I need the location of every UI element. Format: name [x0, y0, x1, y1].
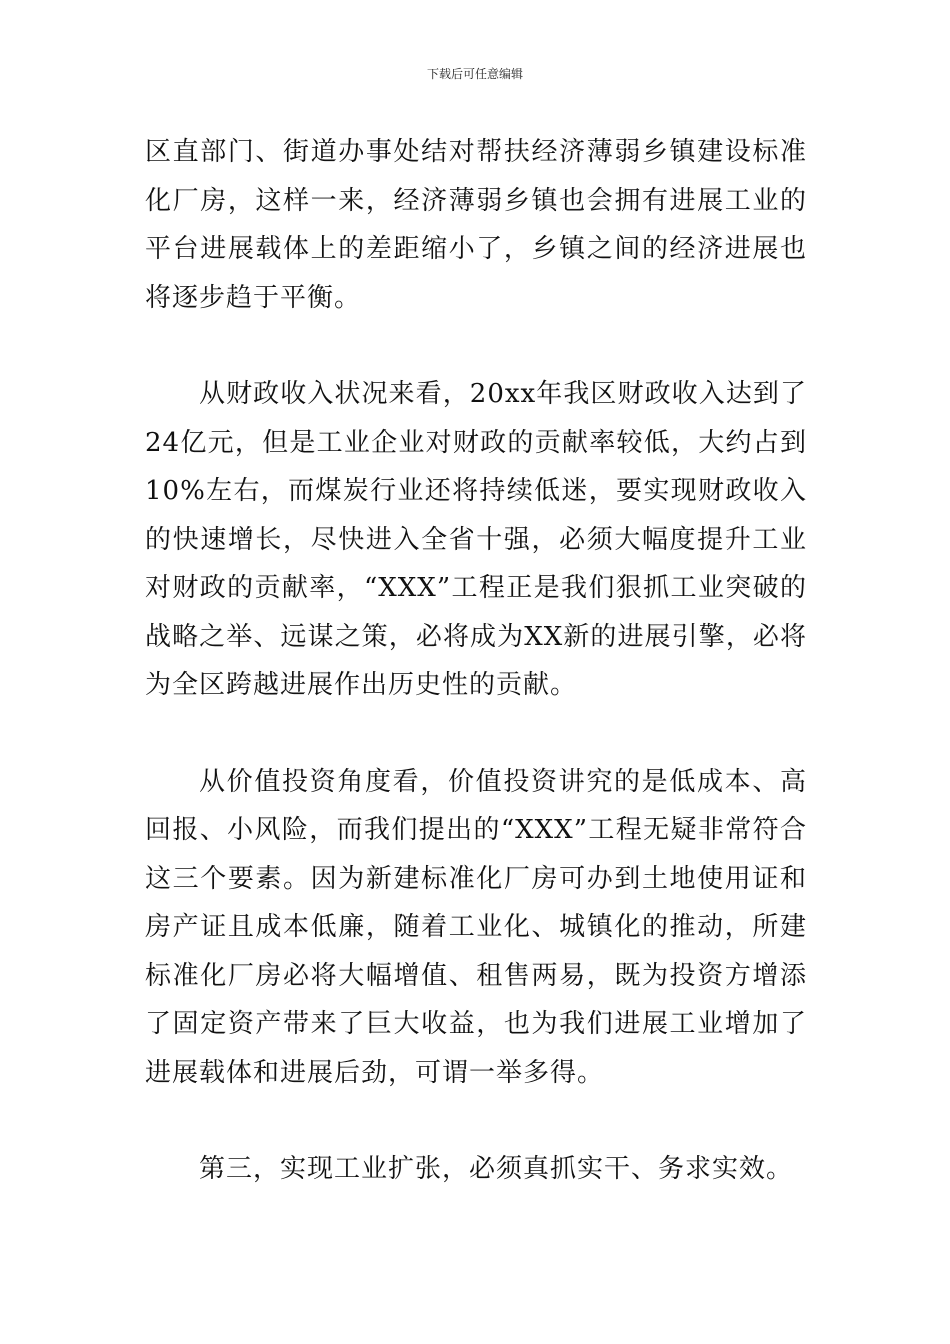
paragraph-value-investment: 从价值投资角度看，价值投资讲究的是低成本、高回报、小风险，而我们提出的“XXX”工程无疑非常符合这三个要素。因为新建标准化厂房可办到土地使用证和房产证且成本低廉，随着工业化、城镇化的推动，所建标准化厂房必将大幅增值、租售两易，既为投资方增添了固定资产带来了巨大收益，也为我们进展工业增加了进展载体和进展后劲，可谓一举多得。 — [145, 766, 807, 1088]
paragraph-spacer — [145, 322, 807, 370]
document-body — [145, 128, 807, 1194]
paragraph-spacer — [145, 1097, 807, 1145]
paragraph-spacer — [145, 710, 807, 758]
paragraph-third-point: 第三，实现工业扩张，必须真抓实干、务求实效。 — [199, 1154, 794, 1184]
paragraph-fiscal-revenue: 从财政收入状况来看，20xx年我区财政收入达到了24亿元，但是工业企业对财政的贡献率较低，大约占到10%左右，而煤炭行业还将持续低迷，要实现财政收入的快速增长，尽快进入全省十强，必须大幅度提升工业对财政的贡献率，“XXX”工程正是我们狠抓工业突破的战略之举、远谋之策，必将成为XX新的进展引擎，必将为全区跨越进展作出历史性的贡献。 — [145, 379, 807, 700]
page-header: 下载后可任意编辑 — [426, 67, 523, 81]
paragraph-continuation: 区直部门、街道办事处结对帮扶经济薄弱乡镇建设标准化厂房，这样一来，经济薄弱乡镇也会拥有进展工业的平台进展载体上的差距缩小了，乡镇之间的经济进展也将逐步趋于平衡。 — [145, 137, 807, 313]
